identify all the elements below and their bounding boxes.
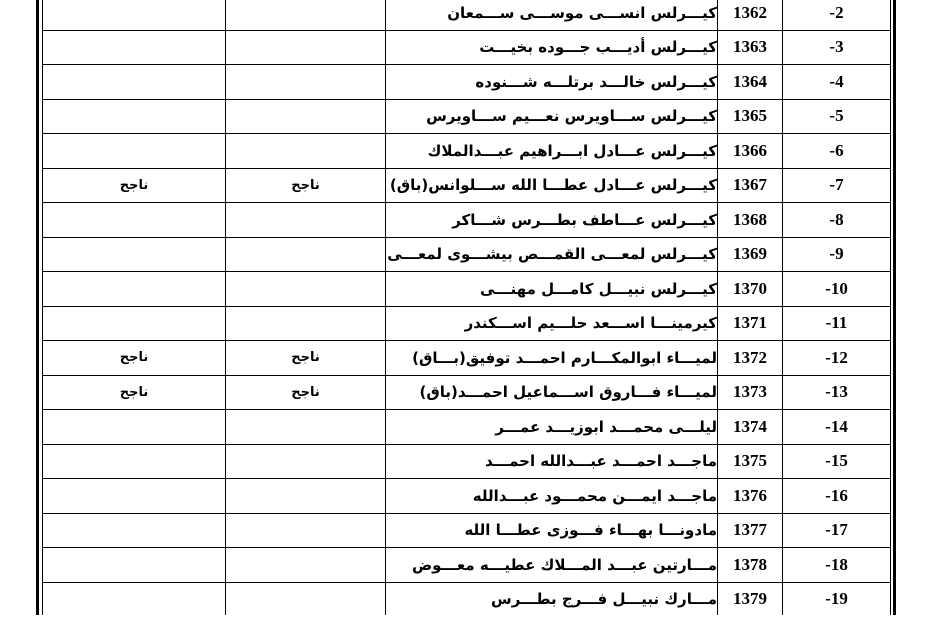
result-cell-1 [226,513,386,548]
table-row [43,237,891,272]
table-row [43,410,891,445]
result-cell-1: ناجح [226,168,386,203]
result-cell-2 [43,548,226,583]
row-number-cell: -19 [783,582,891,617]
row-number-cell: -11 [783,306,891,341]
row-number-cell: -2 [783,0,891,30]
student-name-cell: لميـــاء فـــاروق اســـماعيل احمـــد(باق) [386,375,718,410]
row-number-cell: -9 [783,237,891,272]
row-number-cell: -6 [783,134,891,169]
student-name-cell: لميـــاء ابوالمكـــارم احمـــد توفيق(بـــاق) [386,341,718,376]
result-cell-2 [43,237,226,272]
row-number-cell: -15 [783,444,891,479]
result-cell-2 [43,203,226,238]
table-row [43,134,891,169]
result-cell-1 [226,548,386,583]
seat-number-cell: 1373 [718,375,783,410]
table-row [43,582,891,617]
result-cell-2 [43,0,226,30]
result-cell-2 [43,306,226,341]
seat-number-cell: 1366 [718,134,783,169]
result-cell-2: ناجح [43,168,226,203]
student-name-cell: كيـــرلس نبيـــل كامـــل مهنـــى [386,272,718,307]
seat-number-cell: 1378 [718,548,783,583]
row-number-cell: -10 [783,272,891,307]
result-cell-1 [226,479,386,514]
seat-number-cell: 1363 [718,30,783,65]
result-cell-2 [43,513,226,548]
table-row [43,272,891,307]
student-name-cell: ماجـــد ايمـــن محمـــود عبـــدالله [386,479,718,514]
result-cell-1 [226,237,386,272]
table-body [43,0,891,617]
table-row [43,168,891,203]
result-cell-1 [226,203,386,238]
student-name-cell: مـــارتين عبـــد المـــلاك عطيـــه معـــوض [386,548,718,583]
result-cell-2 [43,582,226,617]
result-cell-1 [226,272,386,307]
seat-number-cell: 1364 [718,65,783,100]
result-cell-1: ناجح [226,341,386,376]
table-row [43,30,891,65]
row-number-cell: -14 [783,410,891,445]
student-name-cell: كيـــرلس عـــادل ابـــراهيم عبـــدالملاك [386,134,718,169]
student-name-cell: مادونـــا بهـــاء فـــوزى عطـــا الله [386,513,718,548]
student-name-cell: كيـــرلس ســـاويرس نعـــيم ســـاويرس [386,99,718,134]
seat-number-cell: 1367 [718,168,783,203]
result-cell-2 [43,444,226,479]
seat-number-cell: 1368 [718,203,783,238]
student-name-cell: كيـــرلس انســـى موســـى ســـمعان [386,0,718,30]
row-number-cell: -5 [783,99,891,134]
seat-number-cell: 1379 [718,582,783,617]
row-number-cell: -8 [783,203,891,238]
row-number-cell: -13 [783,375,891,410]
result-cell-1 [226,444,386,479]
seat-number-cell: 1362 [718,0,783,30]
table-row [43,306,891,341]
result-cell-1 [226,306,386,341]
table-row [43,513,891,548]
result-cell-2 [43,479,226,514]
result-cell-1: ناجح [226,375,386,410]
student-name-cell: كيـــرلس خالـــد برتلـــه شـــنوده [386,65,718,100]
result-cell-2 [43,30,226,65]
seat-number-cell: 1369 [718,237,783,272]
result-cell-2 [43,134,226,169]
student-name-cell: كيـــرلس أديـــب جـــوده بخيـــت [386,30,718,65]
student-name-cell: ليلـــى محمـــد ابوزيـــد عمـــر [386,410,718,445]
result-cell-2 [43,99,226,134]
student-name-cell: كيـــرلس عـــادل عطـــا الله ســـلوانس(باق) [386,168,718,203]
table-row [43,548,891,583]
table-row [43,444,891,479]
seat-number-cell: 1375 [718,444,783,479]
student-name-cell: ماجـــد احمـــد عبـــدالله احمـــد [386,444,718,479]
result-cell-2 [43,410,226,445]
row-number-cell: -16 [783,479,891,514]
result-cell-1 [226,99,386,134]
seat-number-cell: 1377 [718,513,783,548]
seat-number-cell: 1371 [718,306,783,341]
table-row [43,203,891,238]
page-cutoff [0,615,930,620]
student-results-table [42,0,891,617]
seat-number-cell: 1370 [718,272,783,307]
row-number-cell: -4 [783,65,891,100]
page-border-right [893,0,896,620]
result-cell-2: ناجح [43,341,226,376]
student-name-cell: مـــارك نبيـــل فـــرج بطـــرس [386,582,718,617]
row-number-cell: -18 [783,548,891,583]
result-cell-2: ناجح [43,375,226,410]
seat-number-cell: 1376 [718,479,783,514]
student-name-cell: كيـــرلس عـــاطف بطـــرس شـــاكر [386,203,718,238]
seat-number-cell: 1365 [718,99,783,134]
result-cell-2 [43,65,226,100]
result-cell-1 [226,30,386,65]
row-number-cell: -17 [783,513,891,548]
result-cell-1 [226,0,386,30]
result-cell-1 [226,410,386,445]
student-name-cell: كيـــرلس لمعـــى القمـــص بيشـــوى لمعـــى [386,237,718,272]
result-cell-1 [226,582,386,617]
seat-number-cell: 1374 [718,410,783,445]
table-row [43,341,891,376]
result-cell-1 [226,134,386,169]
table-row [43,99,891,134]
result-cell-2 [43,272,226,307]
table-row [43,65,891,100]
table-row [43,0,891,30]
result-cell-1 [226,65,386,100]
row-number-cell: -3 [783,30,891,65]
student-name-cell: كيرمينـــا اســـعد حلـــيم اســـكندر [386,306,718,341]
page-border-left [36,0,39,620]
table-row [43,375,891,410]
row-number-cell: -12 [783,341,891,376]
row-number-cell: -7 [783,168,891,203]
table-row [43,479,891,514]
seat-number-cell: 1372 [718,341,783,376]
